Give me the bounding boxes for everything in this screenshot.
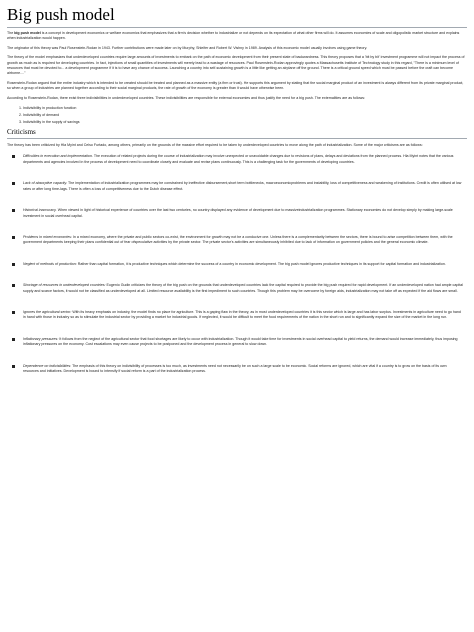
criticism-item <box>7 262 467 267</box>
intro-paragraph-5: According to Rosenstein-Rodan, there exist three indivisibilities in underdeveloped countries. These indivisibilities are responsible for external economies and thus justify the need for a big push. The externalities are as follows: <box>7 95 366 100</box>
bullet-icon <box>12 338 15 341</box>
criticism-lead: Problems in mixed economies: <box>23 234 72 239</box>
bullet-icon <box>12 284 15 287</box>
criticism-lead: Shortage of resources in underdeveloped countries: <box>23 283 106 288</box>
list-item <box>23 112 467 118</box>
criticism-text: Rather than capital formation, it is productive techniques which determine the success of a country in economic development. The big push model ignores productive techniques in its support for capital formation and industrialization. <box>77 261 446 266</box>
intro-text: is a concept in development economics or welfare economics that emphasizes that a firm's decision whether to industrialize or not depends on its expectation of what other firms will do. It assumes economies of scale and oligopolistic market structure and explains when industrialization would happen. <box>7 31 460 41</box>
bullet-icon <box>12 236 15 239</box>
criticism-lead: Dependence on indivisibilities: <box>23 363 72 368</box>
intro-paragraph-1 <box>7 31 467 42</box>
criticism-text: With its heavy emphasis on industry, the model finds no place for agriculture. This is a gaping flaw in the theory, as in most underdeveloped countries it is this sector which is large and has labor surplus. Investments in agriculture need to go hand in hand with those in industry so as to stimulate the industrial sector by providing a market for industrial goods. If neglected, it would be difficult to meet the food requirements of the nation in the short run and to significantly expand the size of the market in the long run. <box>23 309 461 320</box>
criticism-item <box>7 310 467 321</box>
criticism-text: In a mixed economy, where the private and public sectors co-exist, the environment for growth may not be a conducive one. Unless there is a complementarity between the sectors, there is bound to arise competition between them, with the government departments keeping their plans confidential out of fear ofspeculative activities by the private sector. The private sector's activities are simultaneously inhibited due to lack of information on government policies and the general economic climate. <box>23 234 453 245</box>
bullet-icon <box>12 155 15 158</box>
criticisms-list <box>7 154 467 374</box>
criticism-text: When viewed in light of historical experience of countries over the last two centuries, no country displayed any evidence of development due to massiveindustrialization programmes. Stationary economies do not develop simply by making large-scale investment in social overhead capital. <box>23 208 453 218</box>
intro-paragraph-2: The originator of this theory was Paul Rosenstein-Rodan in 1943. Further contributions were made later on by Murphy, Shleifer and Robert W. Vishny in 1989. Analysis of this economic model usually involves using game theory. <box>7 45 368 50</box>
bullet-icon <box>12 182 15 185</box>
criticism-lead: Neglect of methods of production: <box>23 261 77 266</box>
criticism-text: The implementation of industrialization programmes may be constrained by ineffective disbursement,short term bottlenecks, macroeconomicproblems and instability, loss of competitiveness and weakening of institutions. Credit is often utilised at low rates or after long time-lags. There is often a loss of competitiveness due to the Dutch disease effect. <box>23 181 462 191</box>
criticism-item <box>7 364 467 375</box>
bullet-icon <box>12 365 15 368</box>
intro-bold-term: big push model <box>14 31 41 35</box>
criticism-lead: Ignores the agricultural sector: <box>23 309 72 314</box>
list-item <box>23 105 467 111</box>
criticism-lead: Historical inaccuracy. <box>23 208 57 213</box>
indivisibilities-list <box>7 105 467 125</box>
list-item-text: Indivisibility of demand <box>23 113 60 118</box>
criticisms-intro: The theory has been criticized by Hla Myint and Celso Furtado, among others, primarily on the grounds of the massive effort required to be taken by underdeveloped countries to move along the path of industrialization. Some of the major criticisms are as follows: <box>7 143 423 148</box>
criticisms-heading: Criticisms <box>7 128 467 139</box>
criticism-item <box>7 337 467 348</box>
criticism-item <box>7 181 467 192</box>
criticism-item <box>7 208 467 219</box>
bullet-icon <box>12 263 15 266</box>
bullet-icon <box>12 311 15 314</box>
intro-paragraph-4: Rosenstein-Rodan argued that the entire industry which is intended to be created should be treated and planned as a massive entity (a firm or trust). He supports this argument by stating that the social marginal product of an investment is always different from its private marginal product, so when a group of industries are planned together according to their social marginal products, the rate of growth of the economy is greater than it would have otherwise been. <box>7 80 464 91</box>
criticism-lead: Lack of absorptive capacity. <box>23 181 68 186</box>
intro-paragraph-3: The theory of the model emphasizes that underdeveloped countries require large amounts of investments to embark on the path of economic development from their present state of backwardness. This theory proposes that a 'bit by bit' investment programme will not impact the process of growth as much as is required for developing countries. In fact, injections of small quantities of investments will merely lead to a wastage of resources. Paul Rosenstein-Rodan approvingly quotes a Massachusetts Institute of Technology study in this regard, "There is a minimum level of resources that must be devoted to... a development programme if it is to have any chance of success. Launching a country into self-sustaining growth is a little like getting an airplane off the ground. There is a critical ground speed which must be passed before the craft can become airborne...." <box>7 55 465 76</box>
criticism-text: It follows from the neglect of the agricultural sector that food shortages are likely to occur with industrialization. Though it would take time for investments in social overhead capital to yield returns, the demand would increase immediately, thus imposing inflationary pressures on the economy. Cost escalations may even cause projects to be postponed and the development process in general to slow down. <box>23 336 458 347</box>
criticism-text: Eugenio Gudin criticizes the theory of the big push on the grounds that underdeveloped countries lack the capital required to provide the big push required for rapid development. If an underdeveloped nation had ample capital supply and scarce factors, it would not be classified as underdeveloped at all. Limited resource availability is the first impediment to such countries. Though this problem may be overcome by foreign aids, industrialization may not take off as expected if the aid flows are small. <box>23 283 463 293</box>
criticism-item <box>7 235 467 246</box>
criticism-text: The execution of related projects during the course of industrialization may involve unexpected or unavoidable changes due to revisions of plans, delays and deviations from the planned process. Hla Myint notes that the various departments and agencies involved in the process of development need to coordinate closely and evaluate and revise plans continuously. This is a challenging task for the governments of developing countries. <box>23 154 454 164</box>
criticism-item <box>7 154 467 165</box>
intro-pre: The <box>7 31 14 35</box>
page-title: Big push model <box>7 5 467 28</box>
criticism-lead: Difficulties in execution and implementation. <box>23 154 93 159</box>
bullet-icon <box>12 209 15 212</box>
list-item-text: Indivisibility in production function <box>23 106 77 111</box>
criticism-item <box>7 283 467 294</box>
criticism-text: The emphasis of this theory on indivisibility of processes is too much, as investments need not necessarily be on such a large scale to be economic. Social reforms are ignored, which are vital if a country is to grow on the basis of its own resources and initiatives. Development is bound to intensify if social reform is a part of the industrialization process. <box>23 363 447 373</box>
list-item-text: Indivisibility in the supply of savings <box>23 120 80 125</box>
list-item <box>23 119 467 125</box>
criticism-lead: Inflationary pressures: <box>23 336 59 341</box>
